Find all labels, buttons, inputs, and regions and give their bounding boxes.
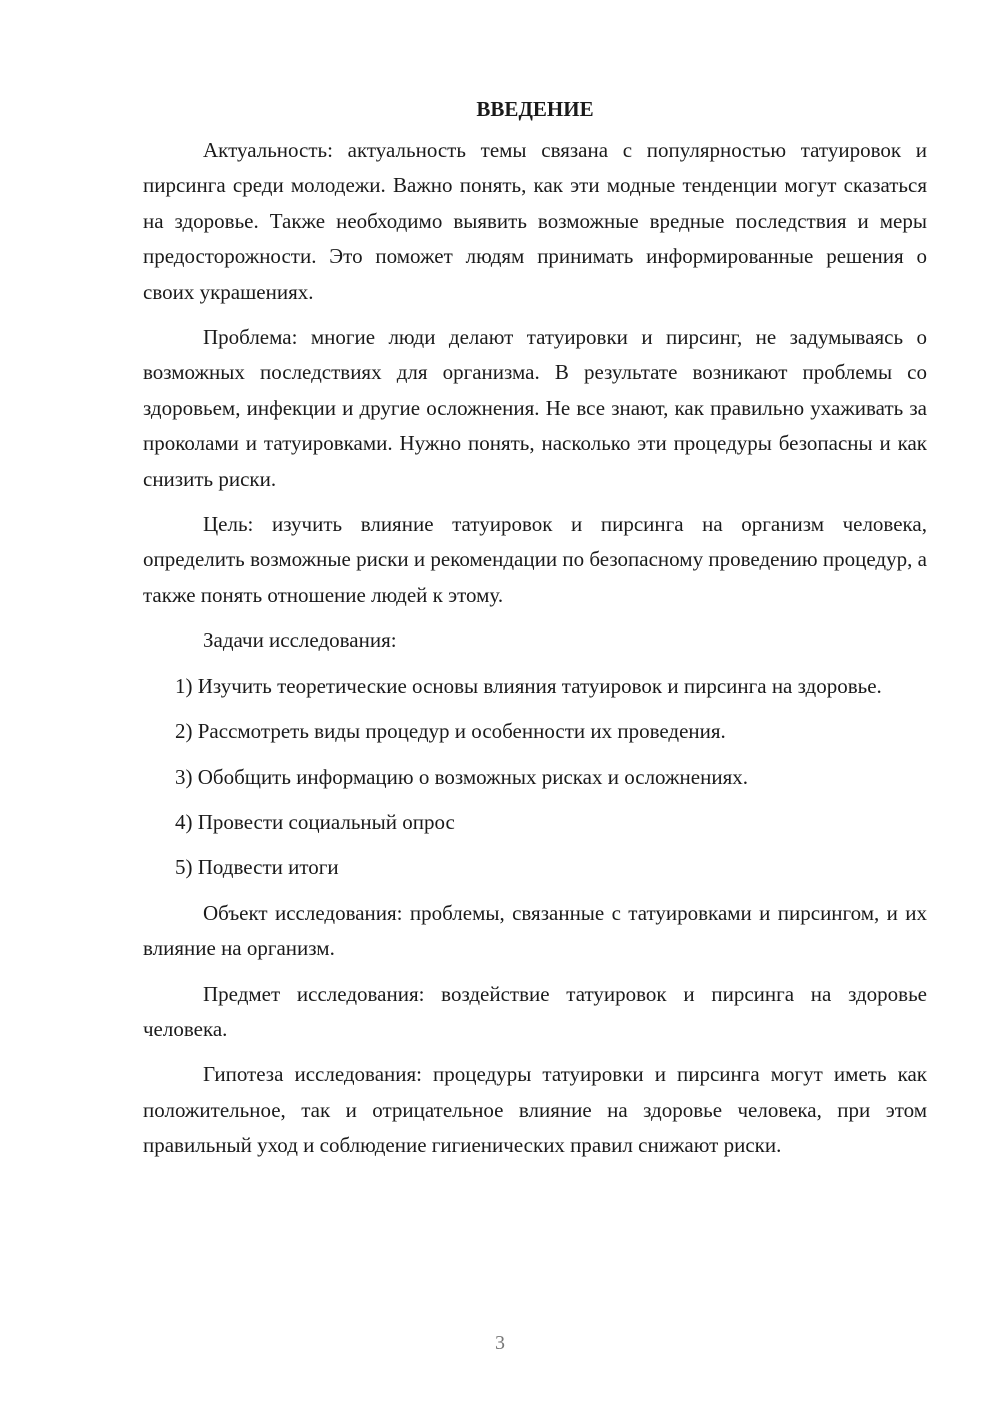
relevance-paragraph: Актуальность: актуальность темы связана с популярностью татуировок и пирсинга среди молодежи. Важно понять, как эти модные тенденции могут сказаться на здоровье. Также необходимо выявить возможные вредные последствия и меры предосторожности. Это поможет людям принимать информированные решения о своих украшениях. bbox=[143, 138, 927, 304]
problem-paragraph: Проблема: многие люди делают татуировки и пирсинг, не задумываясь о возможных последствиях для организма. В результате возникают проблемы со здоровьем, инфекции и другие осложнения. Не все знают, как правильно ухаживать за проколами и татуировками. Нужно понять, насколько эти процедуры безопасны и как снизить риски. bbox=[143, 325, 927, 491]
task-item-3: 3) Обобщить информацию о возможных рисках и осложнениях. bbox=[175, 764, 748, 789]
document-page bbox=[143, 92, 927, 1174]
goal-paragraph: Цель: изучить влияние татуировок и пирсинга на организм человека, определить возможные риски и рекомендации по безопасному проведению процедур, а также понять отношение людей к этому. bbox=[143, 512, 927, 607]
task-item-1: 1) Изучить теоретические основы влияния татуировок и пирсинга на здоровье. bbox=[175, 673, 882, 698]
task-item-4: 4) Провести социальный опрос bbox=[175, 809, 455, 834]
tasks-heading: Задачи исследования: bbox=[203, 628, 397, 653]
object-paragraph: Объект исследования: проблемы, связанные с татуировками и пирсингом, и их влияние на организм. bbox=[143, 900, 927, 961]
page-number: 3 bbox=[495, 1332, 505, 1354]
section-title: ВВЕДЕНИЕ bbox=[476, 97, 594, 121]
subject-paragraph: Предмет исследования: воздействие татуировок и пирсинга на здоровье человека. bbox=[143, 981, 927, 1041]
task-item-5: 5) Подвести итоги bbox=[175, 855, 339, 880]
task-item-2: 2) Рассмотреть виды процедур и особенности их проведения. bbox=[175, 719, 726, 744]
hypothesis-paragraph: Гипотеза исследования: процедуры татуировки и пирсинга могут иметь как положительное, так и отрицательное влияние на здоровье человека, при этом правильный уход и соблюдение гигиенических правил снижают риски. bbox=[143, 1062, 927, 1158]
